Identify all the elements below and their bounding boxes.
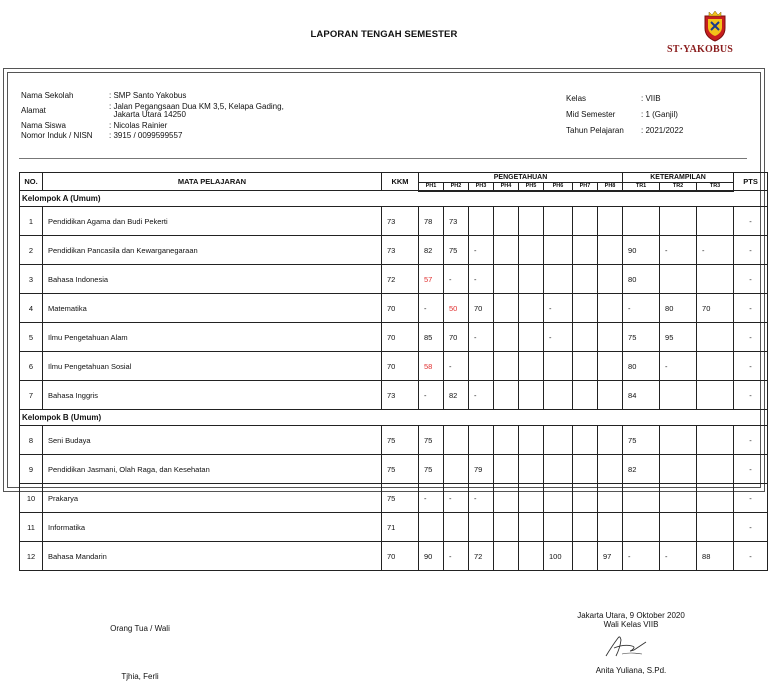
skill-score: 70	[697, 294, 734, 323]
knowledge-score	[519, 484, 544, 513]
knowledge-score	[544, 484, 573, 513]
skill-score	[697, 426, 734, 455]
pts-value: -	[734, 265, 768, 294]
info-label: Nama Siswa	[21, 121, 66, 130]
knowledge-score	[519, 352, 544, 381]
knowledge-score	[544, 265, 573, 294]
pts-value: -	[734, 294, 768, 323]
row-number: 4	[20, 294, 43, 323]
knowledge-score	[598, 294, 623, 323]
pts-value: -	[734, 207, 768, 236]
knowledge-score	[494, 513, 519, 542]
skill-score	[660, 207, 697, 236]
skill-score: 80	[623, 352, 660, 381]
knowledge-score: -	[469, 484, 494, 513]
skill-score: -	[660, 542, 697, 571]
teacher-handwritten-signature	[602, 632, 650, 660]
header-ph4: PH4	[494, 183, 519, 191]
header-ph2: PH2	[444, 183, 469, 191]
divider	[19, 158, 747, 159]
skill-score: 75	[623, 426, 660, 455]
pts-value: -	[734, 352, 768, 381]
skill-score: -	[623, 542, 660, 571]
knowledge-score	[494, 455, 519, 484]
skill-score	[660, 426, 697, 455]
knowledge-score	[494, 484, 519, 513]
pts-value: -	[734, 542, 768, 571]
header-skills: KETERAMPILAN	[623, 173, 734, 183]
knowledge-score	[598, 265, 623, 294]
report-title: LAPORAN TENGAH SEMESTER	[310, 29, 458, 40]
skill-score	[697, 513, 734, 542]
info-label: Alamat	[21, 106, 46, 115]
subject-name: Ilmu Pengetahuan Sosial	[43, 352, 382, 381]
knowledge-score: 50	[444, 294, 469, 323]
knowledge-score	[573, 207, 598, 236]
student-info	[21, 91, 284, 141]
parent-label: Orang Tua / Wali	[110, 624, 170, 633]
knowledge-score: 97	[598, 542, 623, 571]
info-value: : 1 (Ganjil)	[641, 110, 678, 119]
skill-score	[660, 513, 697, 542]
knowledge-score: 70	[444, 323, 469, 352]
knowledge-score: 75	[419, 455, 444, 484]
info-value: : Nicolas Rainier	[109, 121, 168, 130]
subject-name: Bahasa Mandarin	[43, 542, 382, 571]
header-pts: PTS	[734, 173, 768, 191]
knowledge-score: -	[419, 294, 444, 323]
knowledge-score: 73	[444, 207, 469, 236]
subject-name: Matematika	[43, 294, 382, 323]
knowledge-score	[494, 207, 519, 236]
table-row	[20, 484, 768, 513]
knowledge-score	[519, 265, 544, 294]
skill-score	[623, 513, 660, 542]
knowledge-score	[598, 323, 623, 352]
knowledge-score	[494, 352, 519, 381]
skill-score	[697, 207, 734, 236]
knowledge-score	[519, 513, 544, 542]
skill-score	[697, 352, 734, 381]
knowledge-score	[573, 484, 598, 513]
pts-value: -	[734, 381, 768, 410]
knowledge-score	[519, 381, 544, 410]
knowledge-score: -	[544, 294, 573, 323]
header-ph7: PH7	[573, 183, 598, 191]
place-date: Jakarta Utara, 9 Oktober 2020	[577, 611, 685, 620]
skill-score: 84	[623, 381, 660, 410]
kkm-value: 70	[382, 323, 419, 352]
knowledge-score: 100	[544, 542, 573, 571]
subject-name: Informatika	[43, 513, 382, 542]
knowledge-score: 82	[444, 381, 469, 410]
knowledge-score: 85	[419, 323, 444, 352]
knowledge-score: -	[419, 484, 444, 513]
group-label: Kelompok A (Umum)	[20, 191, 768, 207]
knowledge-score	[519, 426, 544, 455]
info-label: Tahun Pelajaran	[566, 126, 624, 135]
grades-table	[19, 172, 768, 571]
header-subject: MATA PELAJARAN	[43, 173, 382, 191]
knowledge-score	[598, 484, 623, 513]
knowledge-score	[469, 513, 494, 542]
knowledge-score: -	[444, 542, 469, 571]
skill-score: -	[623, 294, 660, 323]
knowledge-score	[573, 265, 598, 294]
row-number: 3	[20, 265, 43, 294]
group-row	[20, 410, 768, 426]
info-value: : Jalan Pegangsaan Dua KM 3,5, Kelapa Gading,	[109, 102, 284, 111]
skill-score	[660, 455, 697, 484]
skill-score	[697, 323, 734, 352]
knowledge-score	[598, 352, 623, 381]
knowledge-score	[494, 236, 519, 265]
knowledge-score	[494, 265, 519, 294]
table-row	[20, 542, 768, 571]
skill-score: 80	[660, 294, 697, 323]
subject-name: Bahasa Indonesia	[43, 265, 382, 294]
header-tr3: TR3	[697, 183, 734, 191]
pts-value: -	[734, 426, 768, 455]
table-row	[20, 455, 768, 484]
header-ph1: PH1	[419, 183, 444, 191]
row-number: 1	[20, 207, 43, 236]
knowledge-score: -	[469, 323, 494, 352]
table-row	[20, 513, 768, 542]
knowledge-score	[598, 381, 623, 410]
knowledge-score	[444, 513, 469, 542]
knowledge-score	[544, 381, 573, 410]
row-number: 5	[20, 323, 43, 352]
info-value: : SMP Santo Yakobus	[109, 91, 187, 100]
parent-name: Tjhia, Ferli	[121, 672, 159, 681]
group-row	[20, 191, 768, 207]
info-label: Mid Semester	[566, 110, 616, 119]
knowledge-score	[419, 513, 444, 542]
knowledge-score: 75	[419, 426, 444, 455]
pts-value: -	[734, 484, 768, 513]
knowledge-score	[519, 236, 544, 265]
knowledge-score	[573, 455, 598, 484]
knowledge-score: 75	[444, 236, 469, 265]
knowledge-score	[519, 207, 544, 236]
kkm-value: 75	[382, 484, 419, 513]
kkm-value: 73	[382, 236, 419, 265]
kkm-value: 72	[382, 265, 419, 294]
knowledge-score	[573, 381, 598, 410]
table-row	[20, 352, 768, 381]
table-row	[20, 265, 768, 294]
kkm-value: 73	[382, 207, 419, 236]
row-number: 11	[20, 513, 43, 542]
row-number: 9	[20, 455, 43, 484]
knowledge-score	[494, 381, 519, 410]
header-ph6: PH6	[544, 183, 573, 191]
knowledge-score: 58	[419, 352, 444, 381]
skill-score	[660, 265, 697, 294]
knowledge-score	[444, 426, 469, 455]
skill-score: 75	[623, 323, 660, 352]
knowledge-score	[573, 236, 598, 265]
knowledge-score	[573, 513, 598, 542]
knowledge-score	[494, 294, 519, 323]
knowledge-score: 79	[469, 455, 494, 484]
row-number: 10	[20, 484, 43, 513]
knowledge-score: 82	[419, 236, 444, 265]
table-row	[20, 323, 768, 352]
kkm-value: 70	[382, 542, 419, 571]
knowledge-score: -	[469, 236, 494, 265]
knowledge-score	[494, 426, 519, 455]
knowledge-score	[544, 207, 573, 236]
subject-name: Seni Budaya	[43, 426, 382, 455]
knowledge-score	[494, 542, 519, 571]
knowledge-score	[573, 352, 598, 381]
knowledge-score	[573, 426, 598, 455]
header-ph3: PH3	[469, 183, 494, 191]
knowledge-score	[519, 294, 544, 323]
subject-name: Ilmu Pengetahuan Alam	[43, 323, 382, 352]
skill-score: 90	[623, 236, 660, 265]
pts-value: -	[734, 455, 768, 484]
knowledge-score	[519, 455, 544, 484]
skill-score: -	[660, 352, 697, 381]
pts-value: -	[734, 513, 768, 542]
knowledge-score: -	[544, 323, 573, 352]
class-info	[566, 91, 683, 139]
skill-score: 80	[623, 265, 660, 294]
skill-score: 88	[697, 542, 734, 571]
knowledge-score	[469, 426, 494, 455]
info-label: Nama Sekolah	[21, 91, 74, 100]
row-number: 12	[20, 542, 43, 571]
knowledge-score	[573, 294, 598, 323]
knowledge-score	[598, 513, 623, 542]
knowledge-score	[573, 542, 598, 571]
header-ph8: PH8	[598, 183, 623, 191]
skill-score	[697, 455, 734, 484]
info-value: : 3915 / 0099599557	[109, 131, 183, 140]
table-row	[20, 294, 768, 323]
teacher-name: Anita Yuliana, S.Pd.	[595, 666, 667, 675]
logo-text: ST·YAKOBUS	[666, 44, 734, 55]
knowledge-score: -	[444, 265, 469, 294]
table-row	[20, 207, 768, 236]
subject-name: Pendidikan Agama dan Budi Pekerti	[43, 207, 382, 236]
skill-score	[697, 484, 734, 513]
skill-score	[623, 207, 660, 236]
info-label: Nomor Induk / NISN	[21, 131, 93, 140]
shield-icon	[703, 10, 727, 42]
knowledge-score	[469, 352, 494, 381]
knowledge-score	[598, 455, 623, 484]
info-value: : 2021/2022	[641, 126, 684, 135]
kkm-value: 75	[382, 455, 419, 484]
knowledge-score: -	[419, 381, 444, 410]
knowledge-score	[544, 455, 573, 484]
row-number: 6	[20, 352, 43, 381]
skill-score: 95	[660, 323, 697, 352]
table-row	[20, 381, 768, 410]
header-kkm: KKM	[382, 173, 419, 191]
skill-score	[660, 484, 697, 513]
knowledge-score: 72	[469, 542, 494, 571]
knowledge-score	[598, 426, 623, 455]
header-no: NO.	[20, 173, 43, 191]
teacher-label: Wali Kelas VIIB	[603, 620, 659, 629]
knowledge-score: -	[444, 484, 469, 513]
school-logo	[650, 10, 750, 60]
info-value-line2: Jakarta Utara 14250	[109, 110, 186, 119]
kkm-value: 75	[382, 426, 419, 455]
row-number: 8	[20, 426, 43, 455]
group-label: Kelompok B (Umum)	[20, 410, 768, 426]
knowledge-score	[544, 513, 573, 542]
row-number: 7	[20, 381, 43, 410]
table-row	[20, 426, 768, 455]
skill-score	[697, 381, 734, 410]
skill-score: -	[660, 236, 697, 265]
skill-score	[660, 381, 697, 410]
knowledge-score	[544, 426, 573, 455]
knowledge-score: 78	[419, 207, 444, 236]
knowledge-score: 57	[419, 265, 444, 294]
header-knowledge: PENGETAHUAN	[419, 173, 623, 183]
kkm-value: 73	[382, 381, 419, 410]
subject-name: Prakarya	[43, 484, 382, 513]
knowledge-score: 90	[419, 542, 444, 571]
info-label: Kelas	[566, 94, 587, 103]
table-row	[20, 236, 768, 265]
skill-score	[623, 484, 660, 513]
teacher-signature-block	[556, 611, 706, 629]
knowledge-score: -	[469, 265, 494, 294]
knowledge-score: -	[444, 352, 469, 381]
skill-score: -	[697, 236, 734, 265]
header-tr1: TR1	[623, 183, 660, 191]
knowledge-score	[598, 236, 623, 265]
knowledge-score	[444, 455, 469, 484]
kkm-value: 70	[382, 352, 419, 381]
pts-value: -	[734, 236, 768, 265]
knowledge-score	[519, 323, 544, 352]
knowledge-score	[469, 207, 494, 236]
knowledge-score	[573, 323, 598, 352]
header-ph5: PH5	[519, 183, 544, 191]
skill-score: 82	[623, 455, 660, 484]
knowledge-score	[598, 207, 623, 236]
knowledge-score	[494, 323, 519, 352]
knowledge-score	[544, 236, 573, 265]
subject-name: Bahasa Inggris	[43, 381, 382, 410]
pts-value: -	[734, 323, 768, 352]
knowledge-score	[544, 352, 573, 381]
knowledge-score	[519, 542, 544, 571]
header-tr2: TR2	[660, 183, 697, 191]
row-number: 2	[20, 236, 43, 265]
knowledge-score: -	[469, 381, 494, 410]
subject-name: Pendidikan Jasmani, Olah Raga, dan Kesehatan	[43, 455, 382, 484]
knowledge-score: 70	[469, 294, 494, 323]
info-value: : VIIB	[641, 94, 661, 103]
kkm-value: 70	[382, 294, 419, 323]
skill-score	[697, 265, 734, 294]
kkm-value: 71	[382, 513, 419, 542]
subject-name: Pendidikan Pancasila dan Kewarganegaraan	[43, 236, 382, 265]
